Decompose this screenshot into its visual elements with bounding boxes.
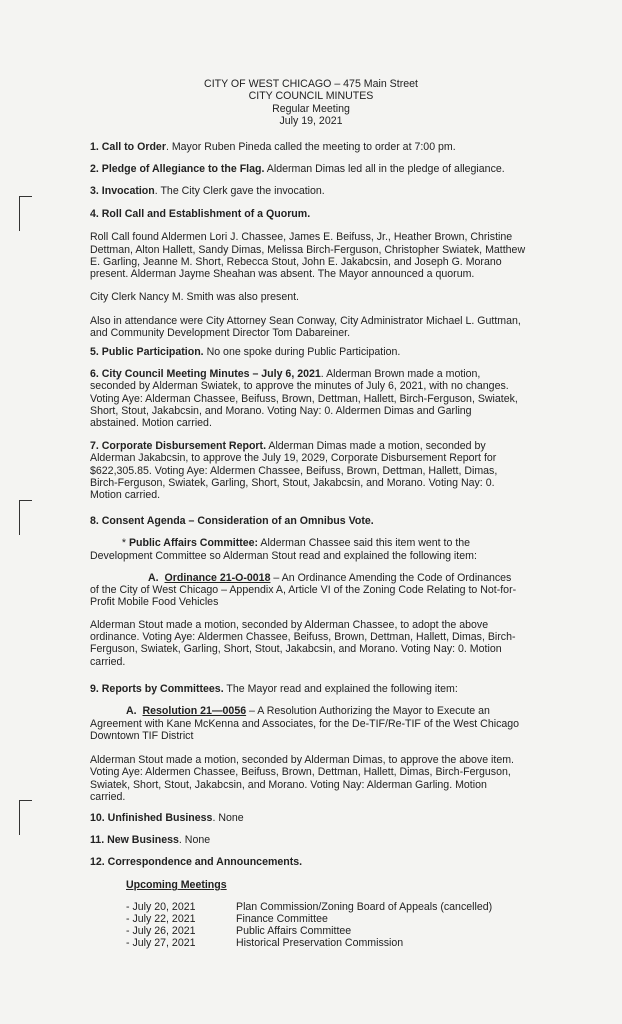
section-heading: 3. Invocation <box>90 185 155 197</box>
header-city: CITY OF WEST CHICAGO – 475 Main Street <box>204 78 418 90</box>
section-text: . None <box>178 834 211 846</box>
section-text: Alderman Dimas led all in the pledge of allegiance. <box>264 163 505 175</box>
section-text: . The City Clerk gave the invocation. <box>154 185 325 197</box>
section-text: No one spoke during Public Participation. <box>203 346 401 358</box>
meeting-row <box>126 937 403 949</box>
meeting-name: Plan Commission/Zoning Board of Appeals (cancelled) <box>236 901 493 913</box>
section-consent-agenda <box>90 515 560 668</box>
meeting-name: Public Affairs Committee <box>236 925 352 937</box>
section-disbursement: 7. Corporate Disbursement Report. Alderman Dimas made a motion, seconded by Alderman Jakabcsin, to approve the July 19, 2029, Corporate Disbursement Report for $622,305.85. Voting Aye: Aldermen Chassee, Beifuss, Brown, Dettman, Hallett, Dimas, Birch-Ferguson, Swiatek, Garling, Short, Stout, Jakabcsin, and Morano. Voting Nay: 0. Motion carried. <box>90 440 498 502</box>
section-public-participation <box>90 346 560 358</box>
margin-bracket-mark <box>19 196 32 231</box>
clerk-present-paragraph: City Clerk Nancy M. Smith was also present. <box>90 291 299 304</box>
section-committee-reports: 9. Reports by Committees. The Mayor read and explained the following item: A. Resolution 21—0056 – A Resolution Authorizing the Mayor to Execute an Agreement with Kane McKenna and Associates, for the De-TIF/Re-TIF of the West Chicago Downtown TIF District Alderman Stout made a motion, seconded by Alderman Dimas, to approve the above item. Voting Aye: Aldermen Chassee, Beifuss, Brown, Dettman, Hallett, Dimas, Birch-Ferguson, Swiatek, Short, Stout, Jakabcsin, and Morano. Voting Nay: Alderman Garling. Motion carried. <box>90 683 560 803</box>
attendance-paragraph: Also in attendance were City Attorney Sean Conway, City Administrator Michael L. Guttman, and Community Development Director Tom Dabareiner. <box>90 314 521 340</box>
meeting-date: - July 26, 2021 <box>126 925 196 937</box>
section-heading: 1. Call to Order <box>90 141 166 153</box>
meeting-name: Historical Preservation Commission <box>236 937 404 949</box>
section-council-minutes: 6. City Council Meeting Minutes – July 6, 2021. Alderman Brown made a motion, seconded by Alderman Swiatek, to approve the minutes of July 6, 2021, with no changes. Voting Aye: Alderman Chassee, Beifuss, Brown, Dettman, Hallett, Birch-Ferguson, Swiatek, Short, Stout, Jakabcsin, and Morano. Voting Nay: 0. Aldermen Dimas and Garling abstained. Motion carried. <box>90 368 518 430</box>
document-header <box>0 78 622 127</box>
section-new-business <box>90 834 560 846</box>
section-call-to-order <box>90 141 560 153</box>
header-meeting-type: Regular Meeting <box>272 102 350 115</box>
ordinance-title: Ordinance 21-O-0018 <box>164 571 271 584</box>
margin-bracket-mark <box>19 800 32 835</box>
resolution-title: Resolution 21—0056 <box>142 705 247 718</box>
public-affairs-paragraph: * Public Affairs Committee: Alderman Chassee said this item went to the Development Committee so Alderman Stout read and explained the following item: <box>90 537 477 562</box>
section-correspondence <box>90 856 560 868</box>
roll-call-paragraph: Roll Call found Aldermen Lori J. Chassee, James E. Beifuss, Jr., Heather Brown, Christine Dettman, Alton Hallett, Sandy Dimas, Melissa Birch-Ferguson, Christopher Swiatek, Matthew E. Garling, Jeanne M. Short, Rebecca Stout, John E. Jakabcsin, and Joseph G. Morano present. Alderman Jayme Sheahan was absent. The Mayor announced a quorum. <box>90 231 526 281</box>
section-heading: 5. Public Participation. <box>90 346 204 358</box>
section-unfinished-business <box>90 812 560 824</box>
meeting-row <box>126 913 328 925</box>
meeting-date: - July 20, 2021 <box>126 901 196 913</box>
ordinance-item: A. Ordinance 21-O-0018 – An Ordinance Amending the Code of Ordinances of the City of West Chicago – Appendix A, Article VI of the Zoning Code Relating to Not-for- Profit Mobile Food Vehicles <box>90 571 517 609</box>
section-heading: 10. Unfinished Business <box>90 812 213 824</box>
section-heading: 9. Reports by Committees. <box>90 683 224 695</box>
meeting-date: - July 22, 2021 <box>126 913 196 925</box>
section-heading: 12. Correspondence and Announcements. <box>90 856 303 868</box>
section-pledge <box>90 163 560 175</box>
meeting-row <box>126 901 492 913</box>
section-invocation <box>90 185 560 197</box>
section-roll-call <box>90 208 560 339</box>
resolution-motion-paragraph: Alderman Stout made a motion, seconded by Alderman Dimas, to approve the above item. Voting Aye: Aldermen Chassee, Beifuss, Brown, Dettman, Hallett, Dimas, Birch-Ferguson, Swiatek, Short, Stout, Jakabcsin, and Morano. Voting Nay: Alderman Garling. Motion carried. <box>90 754 514 804</box>
upcoming-meetings-heading: Upcoming Meetings <box>126 879 227 891</box>
header-title: CITY COUNCIL MINUTES <box>248 90 374 103</box>
section-text: . None <box>212 812 244 824</box>
header-date: July 19, 2021 <box>279 114 343 127</box>
section-heading: 6. City Council Meeting Minutes – July 6, 2021 <box>90 368 321 380</box>
section-heading: 4. Roll Call and Establishment of a Quorum. <box>90 208 311 220</box>
section-heading: 8. Consent Agenda – Consideration of an Omnibus Vote. <box>90 515 374 527</box>
meeting-name: Finance Committee <box>236 913 328 925</box>
meeting-date: - July 27, 2021 <box>126 937 196 949</box>
margin-bracket-mark <box>19 500 32 535</box>
resolution-item: A. Resolution 21—0056 – A Resolution Authorizing the Mayor to Execute an Agreement with Kane McKenna and Associates, for the De-TIF/Re-TIF of the West Chicago Downtown TIF District <box>90 705 520 742</box>
ordinance-motion-paragraph: Alderman Stout made a motion, seconded by Alderman Chassee, to adopt the above ordinance. Voting Aye: Aldermen Chassee, Beifuss, Brown, Dettman, Hallett, Dimas, Birch- Ferguson, Swiatek, Garling, Short, Stout, Jakabcsin, and Morano. Voting Nay: 0. Motion carried. <box>90 618 516 668</box>
section-text: . Mayor Ruben Pineda called the meeting to order at 7:00 pm. <box>165 141 456 153</box>
meeting-row <box>126 925 351 937</box>
section-heading: 11. New Business <box>90 834 179 846</box>
section-heading: 7. Corporate Disbursement Report. <box>90 440 267 452</box>
section-heading: 2. Pledge of Allegiance to the Flag. <box>90 163 265 175</box>
